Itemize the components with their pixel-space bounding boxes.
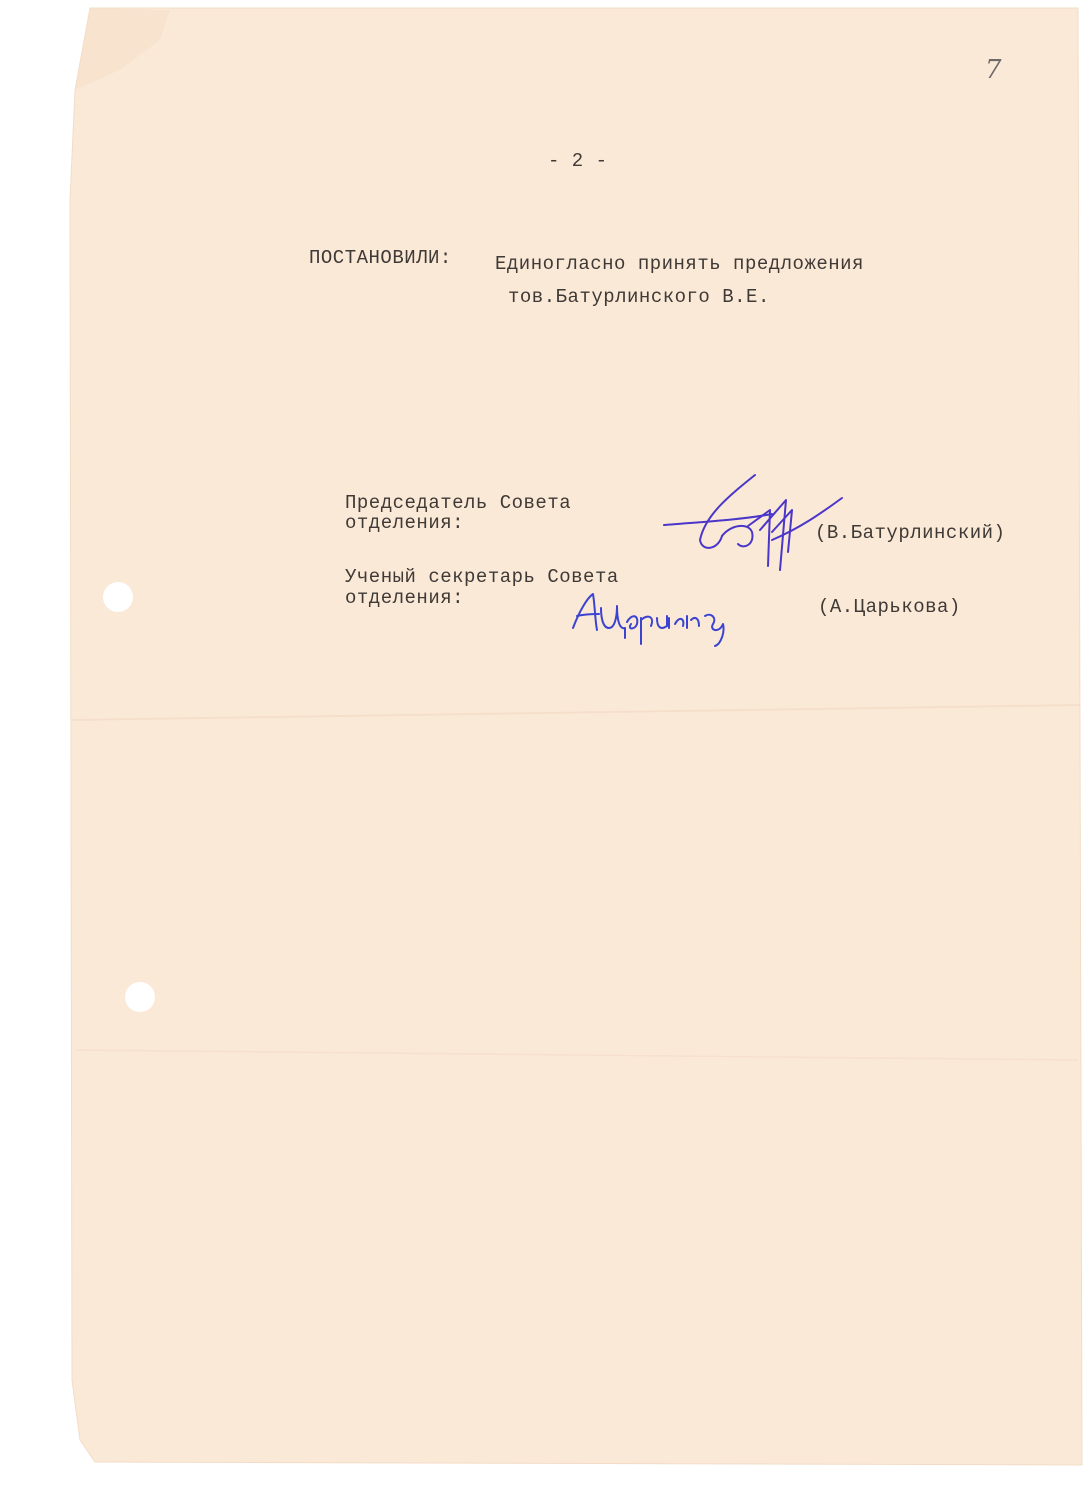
- resolution-label: ПОСТАНОВИЛИ:: [309, 247, 452, 269]
- chairman-signature: [660, 470, 850, 575]
- secretary-signature: [565, 588, 745, 650]
- secretary-title-line1: Ученый секретарь Совета: [345, 566, 619, 588]
- punch-hole: [125, 982, 155, 1012]
- page-number: - 2 -: [548, 150, 608, 172]
- secretary-title-line2: отделения:: [345, 587, 465, 609]
- chairman-title-line2: отделения:: [345, 512, 465, 534]
- chairman-title-line1: Председатель Совета: [345, 492, 572, 514]
- secretary-name: (А.Царькова): [818, 596, 961, 618]
- resolution-text-line1: Единогласно принять предложения: [495, 253, 864, 275]
- chairman-name: (В.Батурлинский): [815, 522, 1006, 544]
- punch-hole: [103, 582, 133, 612]
- resolution-text-line2: тов.Батурлинского В.Е.: [508, 286, 770, 308]
- archive-page-number: 7: [985, 55, 1002, 85]
